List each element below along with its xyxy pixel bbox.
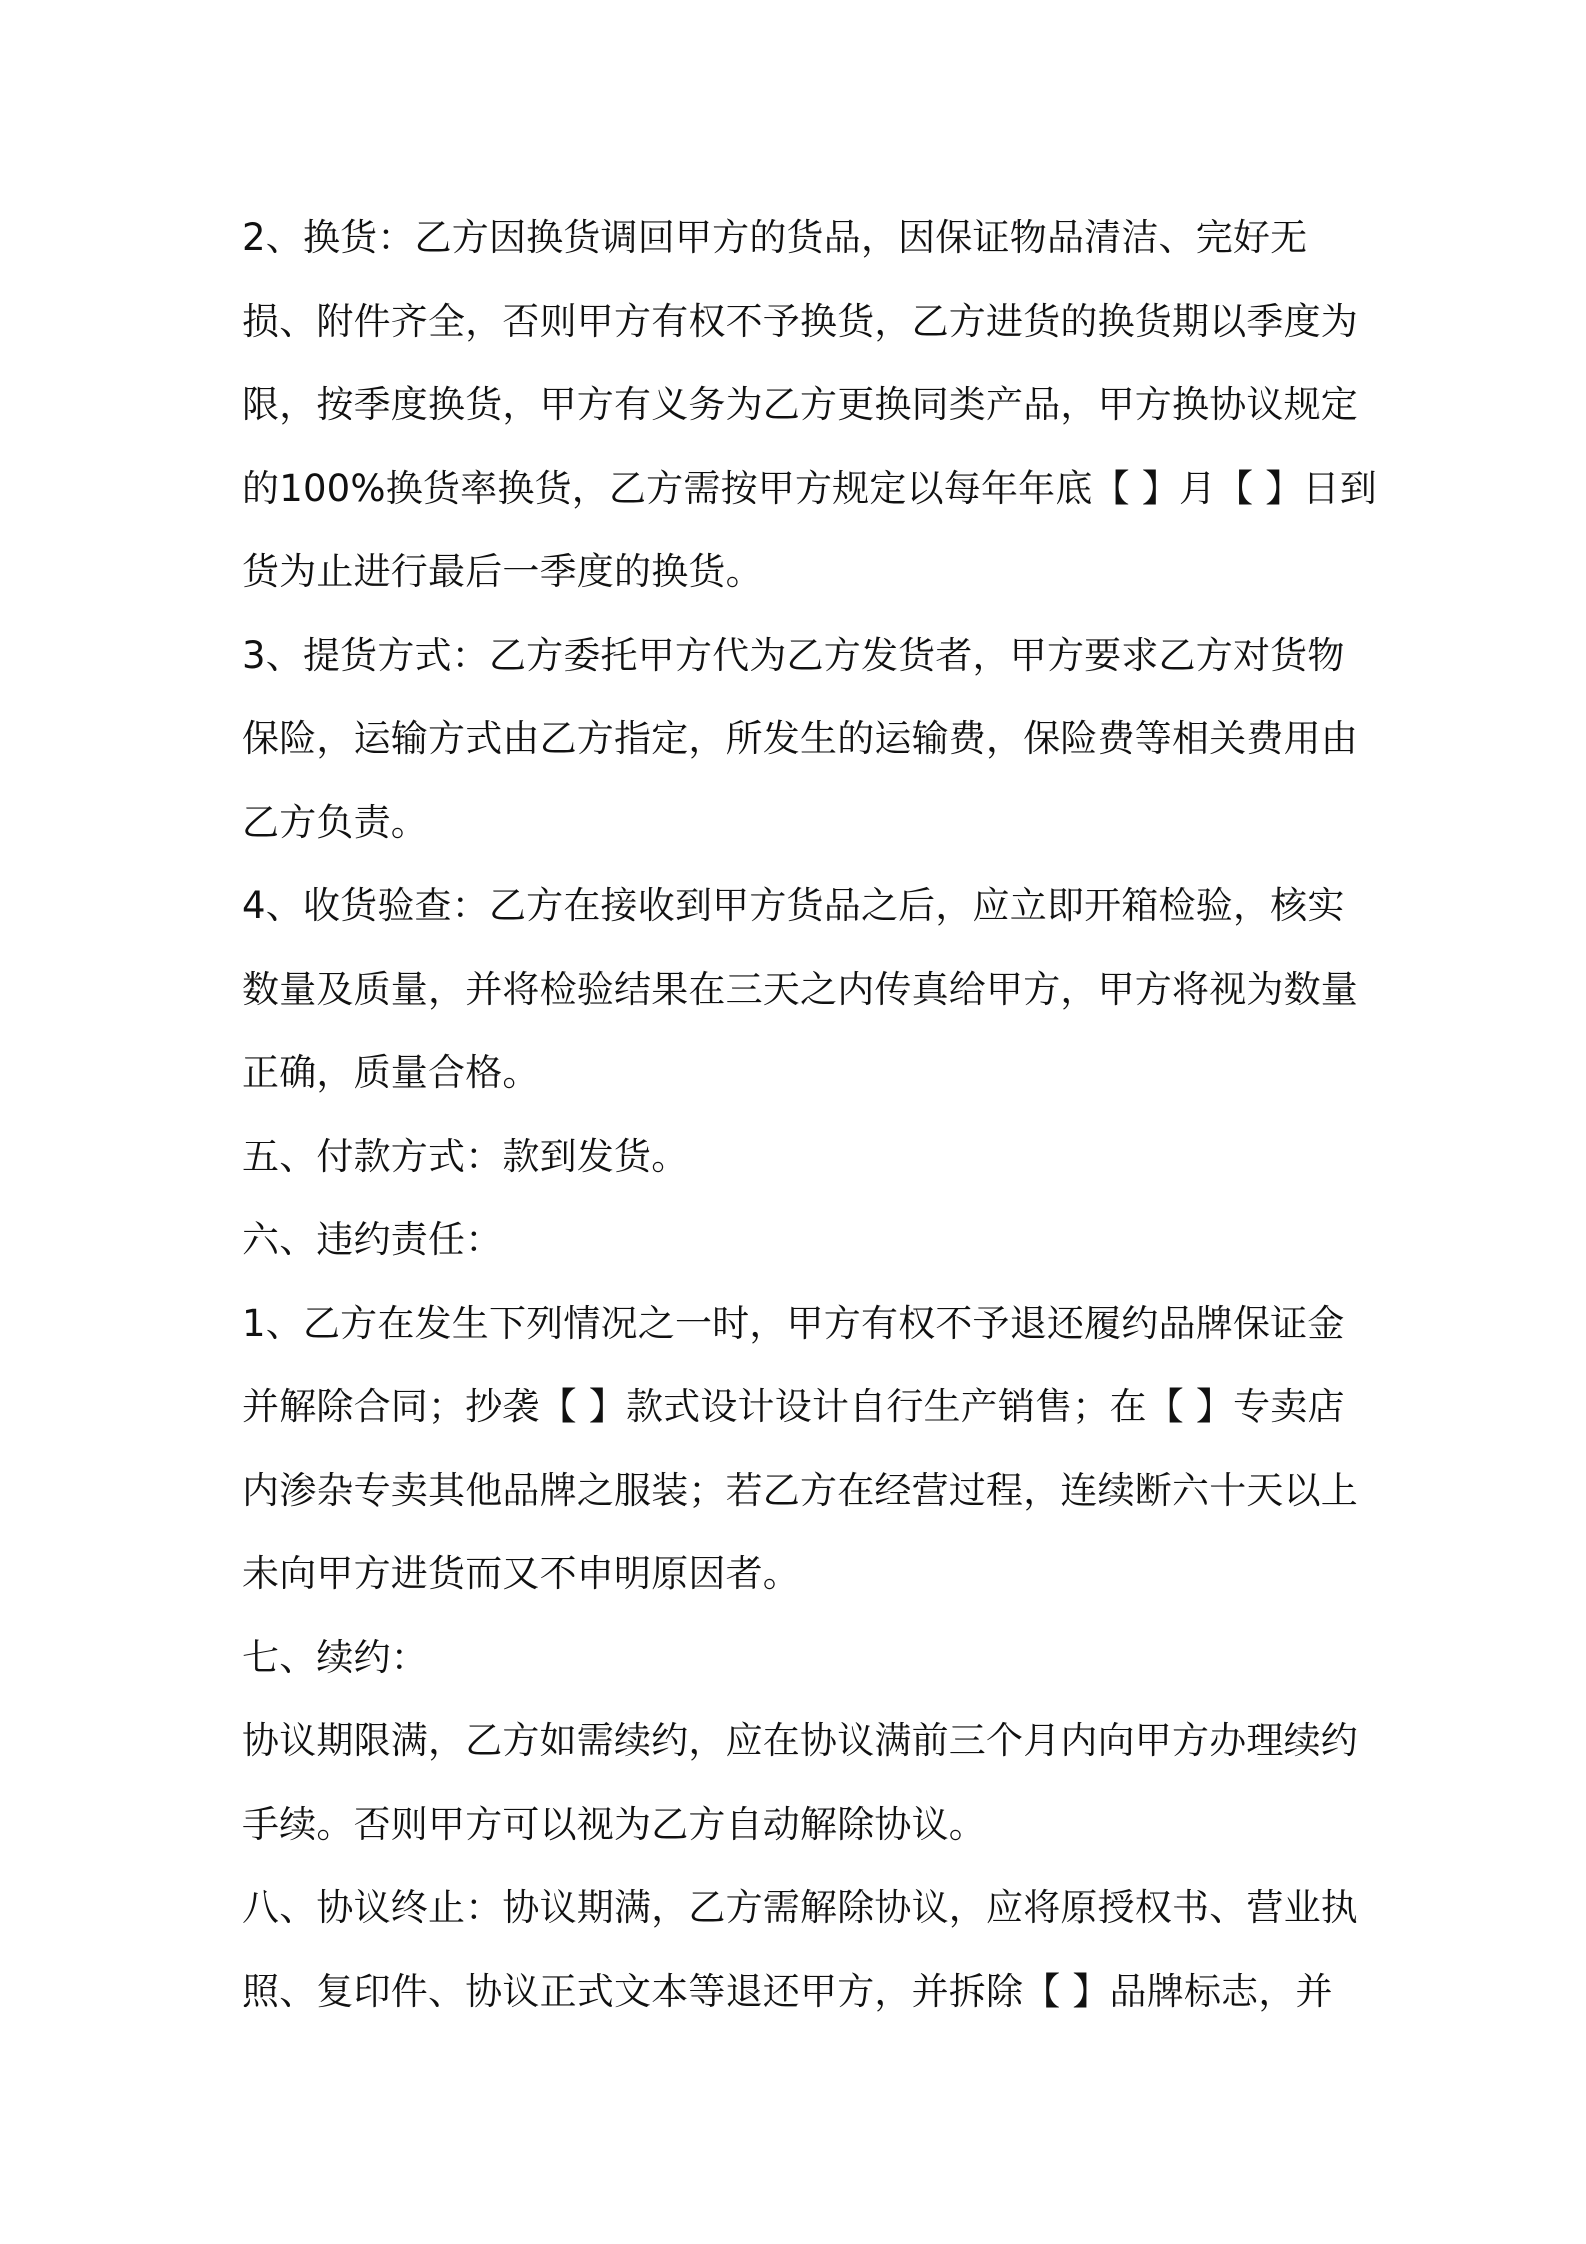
heading-renewal: 七、续约： bbox=[242, 1635, 428, 1679]
paragraph-breach-cases: 1、乙方在发生下列情况之一时，甲方有权不予退还履约品牌保证金并解除合同；抄袭【 】款式设计设计自行生产销售；在【 】专卖店内渗杂专卖其他品牌之服装；若乙方在经营过程，连续断六十天以上未向甲方进货而又不申明原因者。 bbox=[242, 1301, 1358, 1595]
paragraph-termination: 八、协议终止：协议期满，乙方需解除协议，应将原授权书、营业执照、复印件、协议正式文本等退还甲方，并拆除【 】品牌标志，并 bbox=[242, 1886, 1358, 2013]
heading-breach-liability: 六、违约责任： bbox=[242, 1218, 503, 1261]
paragraph-payment-method: 五、付款方式：款到发货。 bbox=[242, 1134, 689, 1178]
document-page bbox=[242, 196, 1377, 2033]
paragraph-receipt-inspection: 4、收货验查：乙方在接收到甲方货品之后，应立即开箱检验，核实数量及质量，并将检验结果在三天之内传真给甲方，甲方将视为数量正确，质量合格。 bbox=[242, 884, 1358, 1094]
paragraph-pickup-method: 3、提货方式：乙方委托甲方代为乙方发货者，甲方要求乙方对货物保险，运输方式由乙方指定，所发生的运输费，保险费等相关费用由乙方负责。 bbox=[242, 633, 1358, 844]
paragraph-renewal: 协议期限满，乙方如需续约，应在协议满前三个月内向甲方办理续约手续。否则甲方可以视为乙方自动解除协议。 bbox=[242, 1719, 1358, 1846]
paragraph-exchange: 2、换货：乙方因换货调回甲方的货品，因保证物品清洁、完好无损、附件齐全，否则甲方有权不予换货，乙方进货的换货期以季度为限，按季度换货，甲方有义务为乙方更换同类产品，甲方换协议规定的100%换货率换货，乙方需按甲方规定以每年年底【 】月【 】日到货为止进行最后一季度的换货。 bbox=[242, 216, 1377, 593]
